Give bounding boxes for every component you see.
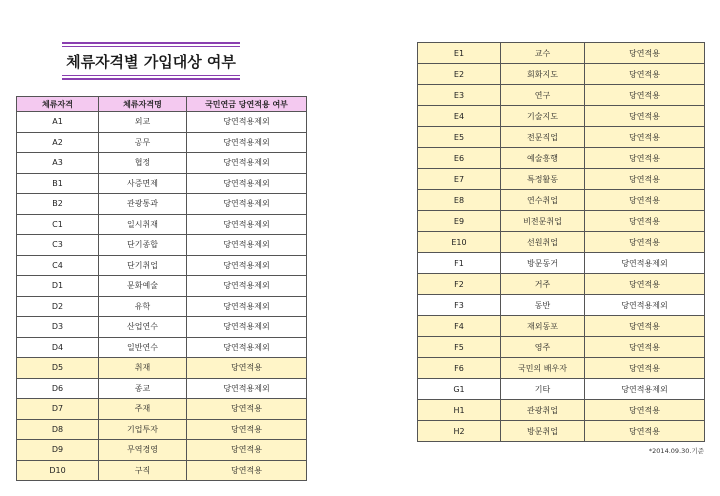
cell-name: 사증면제 [99, 173, 187, 194]
cell-name: 구직 [99, 460, 187, 481]
cell-code: F6 [418, 358, 501, 379]
cell-name: 문화예술 [99, 276, 187, 297]
cell-name: 유학 [99, 296, 187, 317]
cell-status: 당연적용 [585, 421, 705, 442]
table-row [17, 296, 307, 317]
cell-status: 당연적용 [187, 419, 307, 440]
table-row [418, 274, 705, 295]
table-row [17, 276, 307, 297]
cell-status: 당연적용 [187, 358, 307, 379]
cell-code: E3 [418, 85, 501, 106]
header-name: 체류자격명 [99, 97, 187, 112]
header-code: 체류자격 [17, 97, 99, 112]
cell-status: 당연적용 [187, 460, 307, 481]
cell-status: 당연적용 [585, 232, 705, 253]
right-status-table [417, 42, 705, 442]
cell-status: 당연적용제외 [187, 296, 307, 317]
cell-name: 영주 [501, 337, 585, 358]
cell-code: D4 [17, 337, 99, 358]
cell-code: C1 [17, 214, 99, 235]
table-row [418, 316, 705, 337]
cell-name: 일시취재 [99, 214, 187, 235]
table-row [17, 173, 307, 194]
cell-code: E10 [418, 232, 501, 253]
page-title: 체류자격별 가입대상 여부 [66, 52, 236, 71]
cell-code: A2 [17, 132, 99, 153]
cell-status: 당연적용 [585, 358, 705, 379]
table-row [17, 440, 307, 461]
table-row [418, 127, 705, 148]
cell-status: 당연적용 [585, 127, 705, 148]
table-row [418, 106, 705, 127]
cell-name: 단기종합 [99, 235, 187, 256]
cell-code: B1 [17, 173, 99, 194]
table-row [418, 421, 705, 442]
cell-code: C3 [17, 235, 99, 256]
table-row [418, 190, 705, 211]
table-row [17, 112, 307, 133]
cell-name: 특정활동 [501, 169, 585, 190]
footnote: *2014.09.30.기준 [648, 447, 704, 455]
cell-code: E7 [418, 169, 501, 190]
cell-name: 동반 [501, 295, 585, 316]
cell-name: 종교 [99, 378, 187, 399]
cell-code: E1 [418, 43, 501, 64]
cell-code: A3 [17, 153, 99, 174]
cell-status: 당연적용제외 [187, 173, 307, 194]
cell-status: 당연적용제외 [187, 112, 307, 133]
cell-code: F5 [418, 337, 501, 358]
cell-name: 회화지도 [501, 64, 585, 85]
cell-name: 비전문취업 [501, 211, 585, 232]
table-row [418, 253, 705, 274]
cell-code: E9 [418, 211, 501, 232]
cell-name: 거주 [501, 274, 585, 295]
table-row [418, 85, 705, 106]
cell-name: 무역경영 [99, 440, 187, 461]
cell-code: D1 [17, 276, 99, 297]
cell-status: 당연적용제외 [187, 255, 307, 276]
cell-status: 당연적용제외 [187, 214, 307, 235]
cell-status: 당연적용제외 [585, 253, 705, 274]
cell-status: 당연적용제외 [585, 295, 705, 316]
cell-status: 당연적용제외 [187, 378, 307, 399]
cell-code: E4 [418, 106, 501, 127]
cell-name: 전문직업 [501, 127, 585, 148]
cell-status: 당연적용 [585, 43, 705, 64]
cell-code: F1 [418, 253, 501, 274]
table-row [17, 460, 307, 481]
cell-status: 당연적용 [585, 316, 705, 337]
table-row [17, 214, 307, 235]
cell-name: 연수취업 [501, 190, 585, 211]
table-row [418, 379, 705, 400]
cell-code: H1 [418, 400, 501, 421]
cell-status: 당연적용 [187, 440, 307, 461]
cell-status: 당연적용제외 [187, 317, 307, 338]
cell-code: D8 [17, 419, 99, 440]
cell-status: 당연적용 [585, 106, 705, 127]
table-row [418, 169, 705, 190]
cell-name: 방문동거 [501, 253, 585, 274]
cell-name: 예술흥행 [501, 148, 585, 169]
cell-code: G1 [418, 379, 501, 400]
cell-name: 협정 [99, 153, 187, 174]
cell-status: 당연적용 [187, 399, 307, 420]
cell-code: E8 [418, 190, 501, 211]
table-header-row [17, 97, 307, 112]
cell-status: 당연적용 [585, 190, 705, 211]
table-row [418, 148, 705, 169]
cell-status: 당연적용 [585, 169, 705, 190]
cell-code: D6 [17, 378, 99, 399]
cell-name: 산업연수 [99, 317, 187, 338]
table-row [418, 358, 705, 379]
cell-status: 당연적용 [585, 64, 705, 85]
cell-code: C4 [17, 255, 99, 276]
cell-code: D3 [17, 317, 99, 338]
table-row [418, 43, 705, 64]
table-row [17, 378, 307, 399]
cell-name: 선원취업 [501, 232, 585, 253]
table-row [17, 132, 307, 153]
table-row [17, 153, 307, 174]
table-row [17, 235, 307, 256]
table-row [418, 232, 705, 253]
cell-code: F4 [418, 316, 501, 337]
table-row [17, 337, 307, 358]
cell-code: H2 [418, 421, 501, 442]
cell-code: F3 [418, 295, 501, 316]
header-status: 국민연금 당연적용 여부 [187, 97, 307, 112]
cell-name: 공무 [99, 132, 187, 153]
cell-name: 기술지도 [501, 106, 585, 127]
cell-name: 관광취업 [501, 400, 585, 421]
cell-status: 당연적용 [585, 337, 705, 358]
cell-code: F2 [418, 274, 501, 295]
table-row [418, 337, 705, 358]
cell-name: 주재 [99, 399, 187, 420]
cell-code: D5 [17, 358, 99, 379]
cell-name: 기타 [501, 379, 585, 400]
cell-status: 당연적용제외 [187, 337, 307, 358]
cell-status: 당연적용제외 [187, 276, 307, 297]
table-row [17, 317, 307, 338]
table-row [17, 358, 307, 379]
cell-name: 교수 [501, 43, 585, 64]
cell-code: D7 [17, 399, 99, 420]
table-row [17, 255, 307, 276]
cell-code: D9 [17, 440, 99, 461]
cell-status: 당연적용제외 [187, 153, 307, 174]
cell-code: E6 [418, 148, 501, 169]
table-row [418, 211, 705, 232]
cell-code: A1 [17, 112, 99, 133]
table-row [17, 399, 307, 420]
cell-name: 방문취업 [501, 421, 585, 442]
cell-name: 단기취업 [99, 255, 187, 276]
table-row [17, 419, 307, 440]
cell-code: B2 [17, 194, 99, 215]
title-box [62, 42, 240, 80]
cell-status: 당연적용 [585, 148, 705, 169]
cell-name: 일반연수 [99, 337, 187, 358]
cell-status: 당연적용제외 [585, 379, 705, 400]
cell-status: 당연적용 [585, 211, 705, 232]
cell-status: 당연적용 [585, 400, 705, 421]
table-row [17, 194, 307, 215]
cell-status: 당연적용제외 [187, 235, 307, 256]
cell-name: 연구 [501, 85, 585, 106]
cell-status: 당연적용제외 [187, 132, 307, 153]
table-row [418, 64, 705, 85]
cell-name: 기업투자 [99, 419, 187, 440]
left-status-table [16, 96, 307, 481]
table-row [418, 400, 705, 421]
cell-code: E2 [418, 64, 501, 85]
table-row [418, 295, 705, 316]
cell-code: D10 [17, 460, 99, 481]
cell-code: E5 [418, 127, 501, 148]
cell-status: 당연적용 [585, 85, 705, 106]
cell-name: 재외동포 [501, 316, 585, 337]
cell-name: 취재 [99, 358, 187, 379]
cell-status: 당연적용제외 [187, 194, 307, 215]
cell-status: 당연적용 [585, 274, 705, 295]
cell-name: 관광통과 [99, 194, 187, 215]
cell-name: 국민의 배우자 [501, 358, 585, 379]
cell-name: 외교 [99, 112, 187, 133]
cell-code: D2 [17, 296, 99, 317]
